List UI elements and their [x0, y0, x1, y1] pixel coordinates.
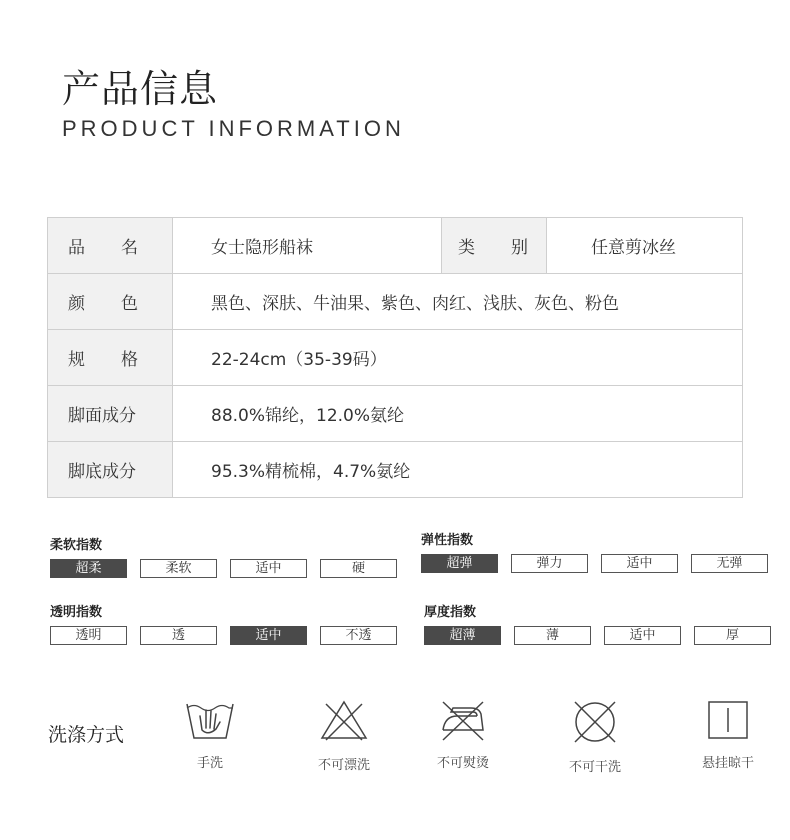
wash-caption: 悬挂晾干 [701, 756, 754, 771]
softness-option: 柔软 [140, 559, 217, 578]
color-value: 黑色、深肤、牛油果、紫色、肉红、浅肤、灰色、粉色 [173, 274, 743, 330]
softness-index [50, 534, 410, 578]
sole-material-label: 脚底成分 [48, 442, 173, 498]
no-dry-clean-icon [569, 698, 621, 746]
no-iron-icon [437, 698, 489, 742]
transparency-options [50, 626, 410, 645]
transparency-option: 透 [140, 626, 217, 645]
wash-item-no-dry-clean [545, 698, 645, 775]
wash-caption: 不可熨烫 [436, 756, 489, 771]
softness-index-title: 柔软指数 [50, 538, 103, 553]
wash-caption: 不可干洗 [568, 760, 621, 775]
elasticity-option: 适中 [601, 554, 678, 573]
page-subtitle: PRODUCT INFORMATION [62, 116, 405, 141]
thickness-option: 适中 [604, 626, 681, 645]
transparency-index [50, 601, 410, 645]
table-row [48, 218, 743, 274]
hand-wash-icon [184, 698, 236, 742]
transparency-index-title: 透明指数 [50, 605, 103, 620]
transparency-option: 不透 [320, 626, 397, 645]
upper-material-label: 脚面成分 [48, 386, 173, 442]
softness-option: 硬 [320, 559, 397, 578]
softness-options [50, 559, 410, 578]
washing-label: 洗涤方式 [48, 724, 125, 746]
table-row [48, 330, 743, 386]
type-value: 任意剪冰丝 [547, 218, 743, 274]
softness-option: 超柔 [50, 559, 127, 578]
thickness-index [424, 601, 784, 645]
no-bleach-icon [318, 698, 370, 744]
transparency-option: 透明 [50, 626, 127, 645]
elasticity-index [421, 529, 781, 573]
wash-caption: 手洗 [196, 756, 223, 771]
elasticity-index-title: 弹性指数 [421, 533, 474, 548]
thickness-option: 厚 [694, 626, 771, 645]
size-value: 22-24cm（35-39码） [173, 330, 743, 386]
elasticity-option: 弹力 [511, 554, 588, 573]
wash-item-no-bleach [294, 698, 394, 773]
sole-material-value: 95.3%精梳棉，4.7%氨纶 [173, 442, 743, 498]
thickness-index-title: 厚度指数 [424, 605, 477, 620]
wash-caption: 不可漂洗 [317, 758, 370, 773]
color-label: 颜 色 [48, 274, 173, 330]
wash-item-hand-wash [160, 698, 260, 771]
table-row [48, 386, 743, 442]
transparency-option: 适中 [230, 626, 307, 645]
page-title: 产品信息 [62, 67, 219, 111]
product-info-table [47, 217, 743, 498]
hang-dry-icon [702, 698, 754, 742]
wash-item-hang-dry [678, 698, 778, 771]
type-label: 类 别 [442, 218, 547, 274]
thickness-option: 超薄 [424, 626, 501, 645]
name-value: 女士隐形船袜 [173, 218, 442, 274]
elasticity-options [421, 554, 781, 573]
name-label: 品 名 [48, 218, 173, 274]
elasticity-option: 超弹 [421, 554, 498, 573]
size-label: 规 格 [48, 330, 173, 386]
table-row [48, 274, 743, 330]
table-row [48, 442, 743, 498]
upper-material-value: 88.0%锦纶，12.0%氨纶 [173, 386, 743, 442]
thickness-options [424, 626, 784, 645]
elasticity-option: 无弹 [691, 554, 768, 573]
wash-item-no-iron [413, 698, 513, 771]
thickness-option: 薄 [514, 626, 591, 645]
softness-option: 适中 [230, 559, 307, 578]
